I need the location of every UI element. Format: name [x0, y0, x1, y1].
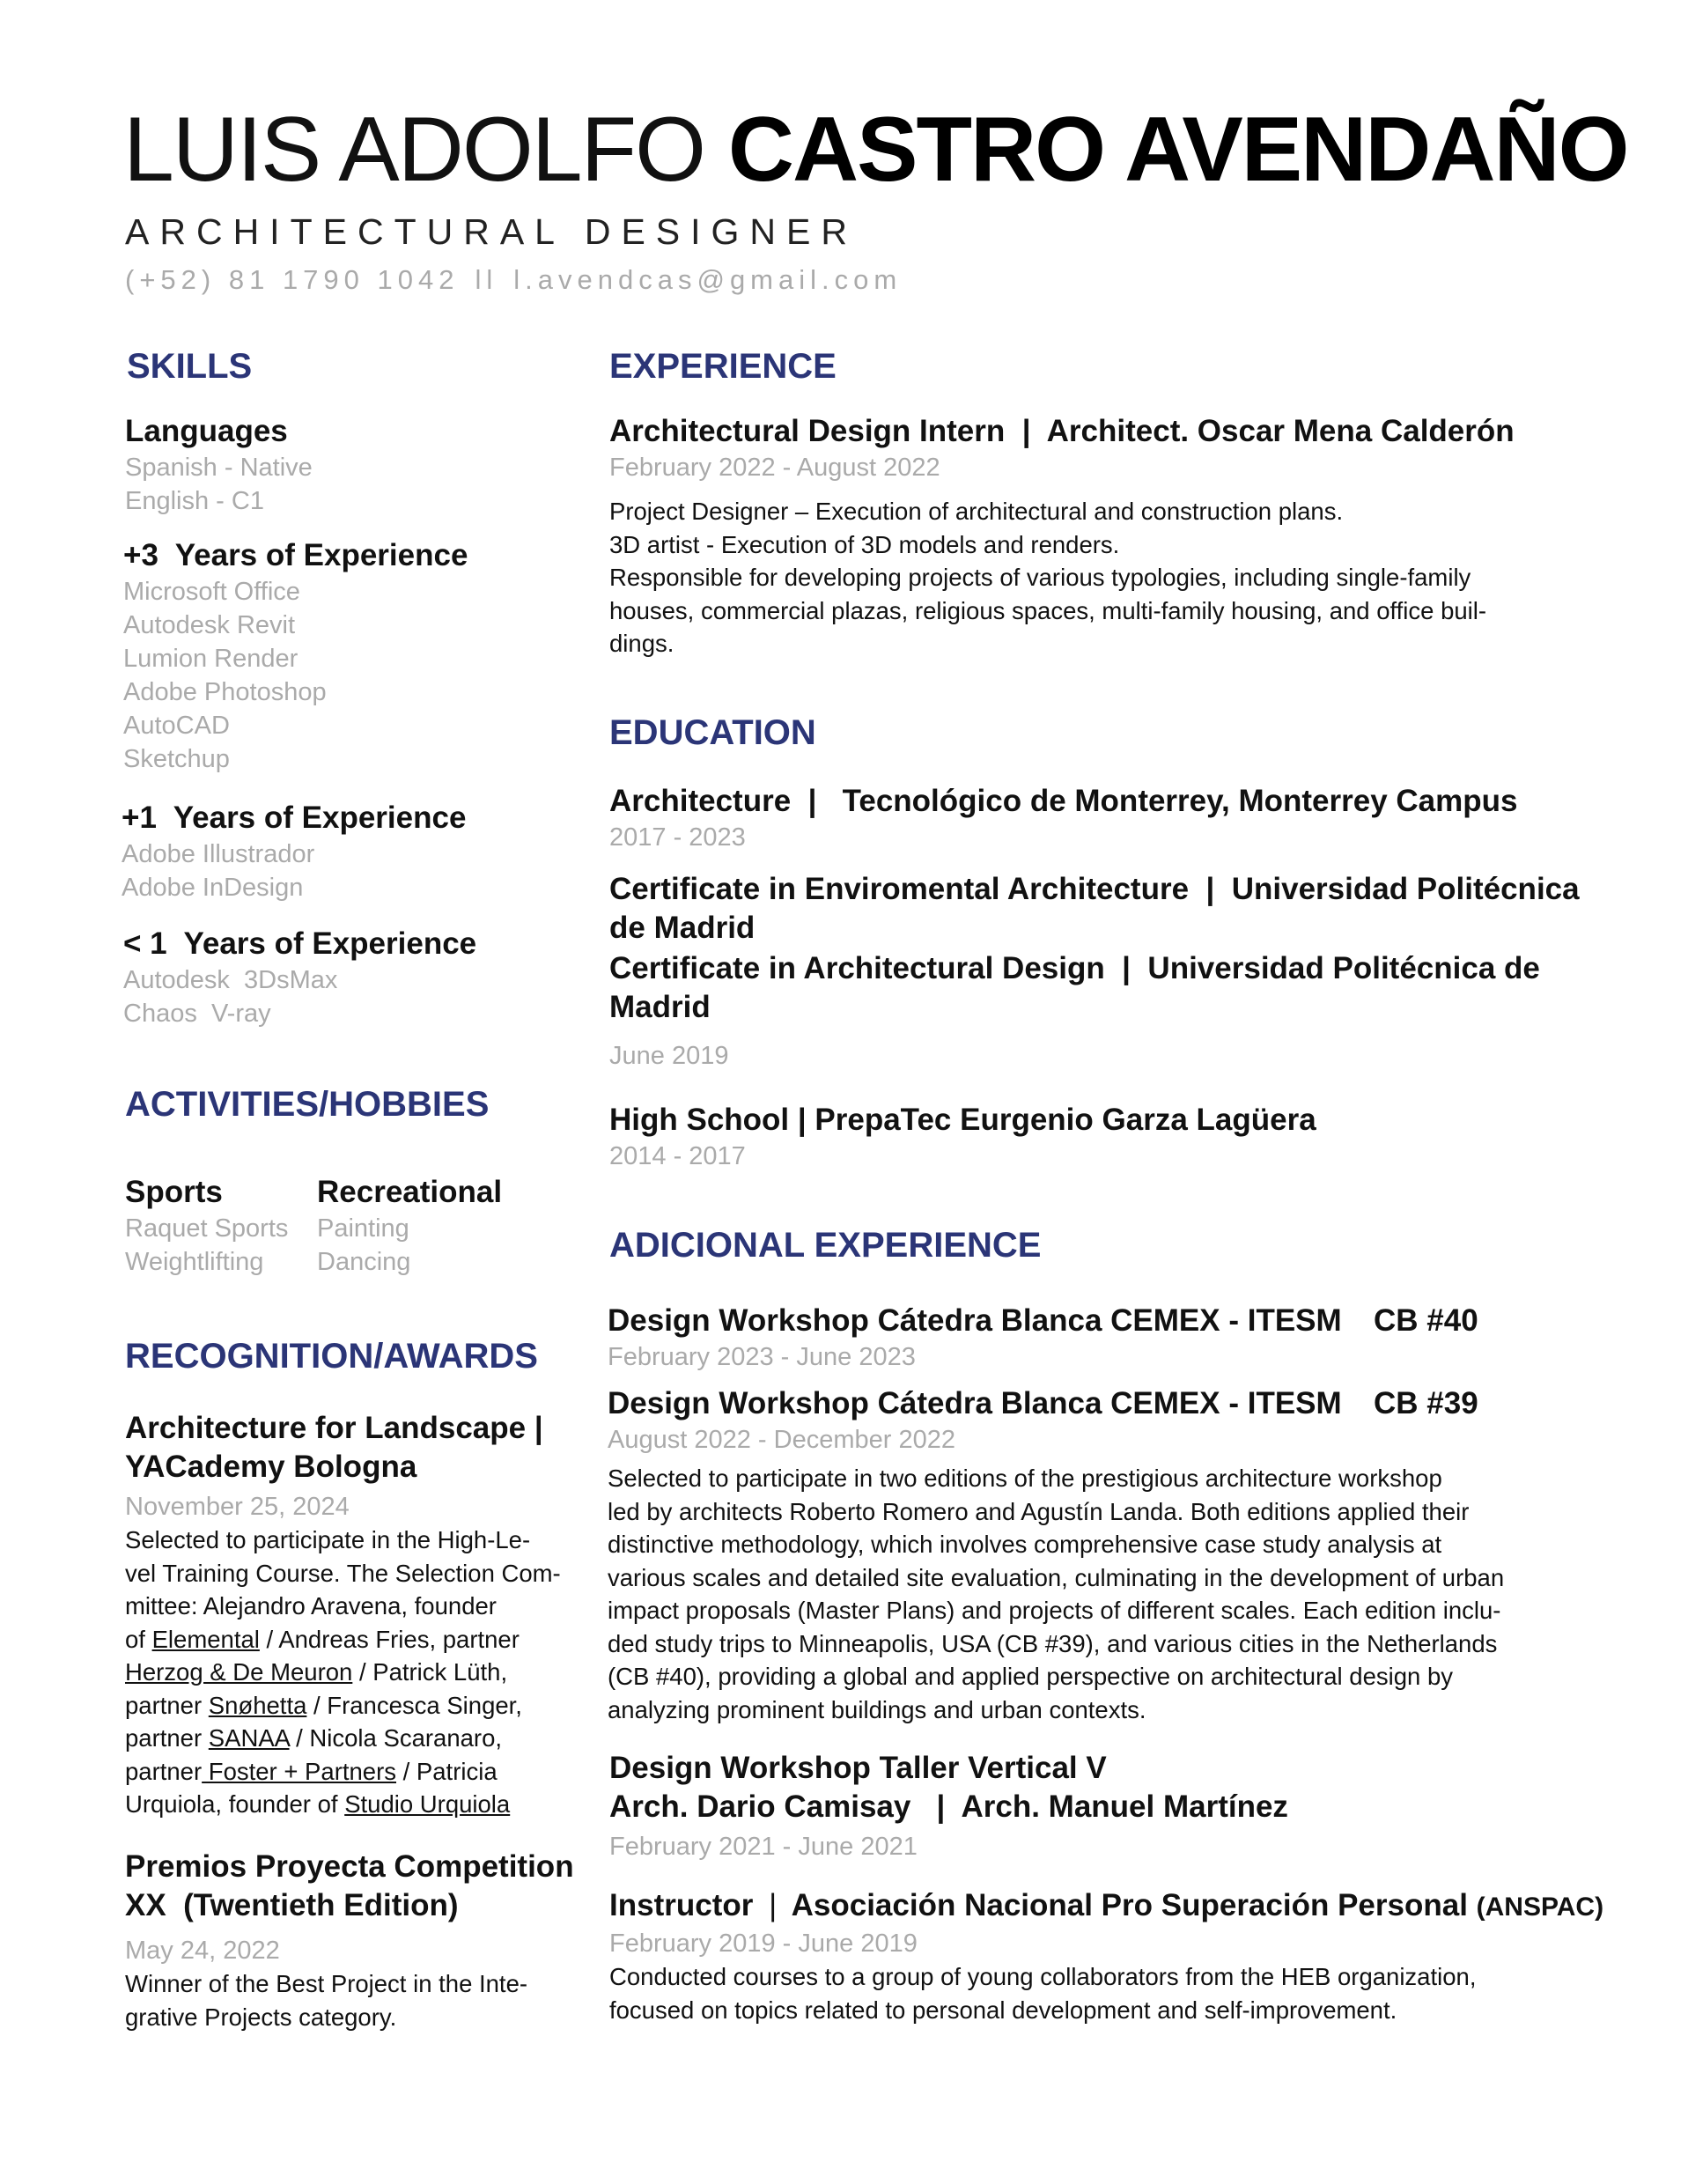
awards-heading: RECOGNITION/AWARDS — [125, 1337, 538, 1376]
education-date: June 2019 — [609, 1042, 729, 1070]
text: / Patrick Lüth, — [352, 1658, 508, 1686]
link-sanaa[interactable]: SANAA — [208, 1724, 290, 1752]
phone: (+52) 81 1790 1042 — [125, 264, 460, 295]
desc-line: 3D artist - Execution of 3D models and renders. — [609, 530, 1120, 558]
desc-line — [125, 1623, 583, 1656]
education-date: 2014 - 2017 — [609, 1142, 746, 1170]
text: partner — [125, 1757, 203, 1785]
skill-item: Autodesk 3DsMax — [123, 966, 338, 994]
workshop-title: Arch. Dario Camisay | Arch. Manuel Martínez — [609, 1789, 1288, 1824]
skill-item: Lumion Render — [123, 645, 299, 673]
instructor-org-acronym: (ANSPAC) — [1476, 1893, 1604, 1922]
activities-column-title: Recreational — [317, 1175, 503, 1209]
candidate-name — [123, 99, 1628, 201]
desc-line: dings. — [609, 630, 674, 657]
desc-line: Conducted courses to a group of young collaborators from the HEB organization, — [609, 1963, 1477, 1990]
skills-group-title: +3 Years of Experience — [123, 538, 468, 572]
skills-group-3-years — [123, 536, 468, 776]
award-date: May 24, 2022 — [125, 1937, 280, 1965]
education-title: de Madrid — [609, 911, 756, 945]
link-foster-partners[interactable]: Foster + Partners — [202, 1757, 396, 1785]
desc-line: mittee: Alejandro Aravena, founder — [125, 1592, 497, 1620]
instructor-role: Instructor — [609, 1888, 754, 1922]
experience-heading: EXPERIENCE — [609, 347, 837, 386]
skill-item: Sketchup — [123, 745, 230, 773]
workshop-title: Design Workshop Taller Vertical V — [609, 1751, 1107, 1785]
award-title: YACademy Bologna — [125, 1450, 417, 1484]
desc-line: analyzing prominent buildings and urban contexts. — [608, 1695, 1146, 1723]
education-heading: EDUCATION — [609, 713, 816, 752]
link-herzog-de-meuron[interactable]: Herzog & De Meuron — [125, 1658, 353, 1686]
skill-item: Adobe Photoshop — [123, 678, 327, 706]
workshop-date: February 2021 - June 2021 — [609, 1833, 918, 1861]
desc-line: vel Training Course. The Selection Com- — [125, 1559, 561, 1587]
text: Urquiola, founder of — [125, 1790, 345, 1818]
desc-line: led by architects Roberto Romero and Agustín Landa. Both editions applied their — [608, 1497, 1470, 1525]
award-title: Premios Proyecta Competition — [125, 1849, 574, 1884]
text: partner — [125, 1691, 209, 1719]
activities-heading: ACTIVITIES/HOBBIES — [125, 1085, 490, 1124]
skills-group-title: +1 Years of Experience — [122, 801, 467, 835]
first-name: LUIS ADOLFO — [123, 99, 704, 201]
skills-group-1-year — [122, 799, 466, 904]
desc-line — [125, 1755, 583, 1789]
award-description — [125, 1967, 601, 2033]
education-title: Certificate in Enviromental Architecture | Universidad Politécnica — [609, 872, 1580, 906]
instructor-description — [609, 1960, 1666, 2026]
education-title: Certificate in Architectural Design | Universidad Politécnica de — [609, 951, 1540, 985]
instructor-date: February 2019 - June 2019 — [609, 1929, 918, 1958]
skill-item: English - C1 — [125, 487, 264, 515]
skill-item: Adobe InDesign — [122, 874, 304, 902]
activities-sports — [125, 1173, 288, 1279]
workshop-taller-vertical — [609, 1749, 1622, 1863]
workshop-title: Design Workshop Cátedra Blanca CEMEX - ITESM — [608, 1303, 1342, 1338]
education-date: 2017 - 2023 — [609, 823, 746, 852]
desc-line: various scales and detailed site evaluation, culminating in the development of urban — [608, 1563, 1505, 1591]
activity-item: Raquet Sports — [125, 1214, 289, 1243]
award-date: November 25, 2024 — [125, 1493, 350, 1521]
education-certificates — [609, 870, 1622, 1073]
last-name: CASTRO AVENDAÑO — [727, 99, 1628, 201]
activity-item: Weightlifting — [125, 1248, 264, 1276]
email: l.avendcas@gmail.com — [513, 264, 903, 295]
text: / Francesca Singer, — [306, 1691, 522, 1719]
skill-item: Spanish - Native — [125, 454, 313, 482]
additional-heading: ADICIONAL EXPERIENCE — [609, 1226, 1042, 1265]
desc-line: Project Designer – Execution of architectural and construction plans. — [609, 498, 1344, 525]
award-item — [125, 1409, 583, 1821]
desc-line: houses, commercial plazas, religious spaces, multi-family housing, and office buil- — [609, 596, 1487, 624]
desc-line: Selected to participate in the High-Le- — [125, 1526, 531, 1553]
education-title: Architecture | Tecnológico de Monterrey, Monterrey Campus — [609, 784, 1518, 818]
skill-item: Autodesk Revit — [123, 611, 296, 639]
workshop-cb39 — [608, 1384, 1620, 1726]
education-title: High School | PrepaTec Eurgenio Garza Lagüera — [609, 1103, 1316, 1137]
desc-line: Responsible for developing projects of various typologies, including single-family — [609, 564, 1471, 591]
skill-item: Microsoft Office — [123, 578, 300, 606]
title-separator: | — [769, 1888, 778, 1922]
text: of — [125, 1625, 152, 1653]
workshop-title: Design Workshop Cátedra Blanca CEMEX - ITESM — [608, 1386, 1342, 1420]
activities-recreational — [317, 1173, 502, 1279]
text: / Patricia — [396, 1757, 498, 1785]
education-title: Madrid — [609, 990, 711, 1024]
workshop-title-row — [608, 1384, 1620, 1423]
text: partner — [125, 1724, 209, 1752]
instructor-item — [609, 1886, 1666, 2026]
experience-description — [609, 495, 1578, 660]
workshop-date: August 2022 - December 2022 — [608, 1426, 955, 1454]
workshop-code: CB #40 — [1374, 1303, 1478, 1338]
desc-line — [125, 1722, 583, 1755]
skill-item: Adobe Illustrador — [122, 840, 315, 868]
link-snohetta[interactable]: Snøhetta — [208, 1691, 307, 1719]
text: / Andreas Fries, partner — [259, 1625, 520, 1653]
award-title: XX (Twentieth Edition) — [125, 1888, 459, 1922]
desc-line: ded study trips to Minneapolis, USA (CB #39), and various cities in the Netherlands — [608, 1629, 1498, 1657]
experience-item — [609, 412, 1578, 660]
skills-group-languages — [125, 412, 313, 518]
skills-group-title: < 1 Years of Experience — [123, 926, 477, 961]
link-elemental[interactable]: Elemental — [151, 1625, 260, 1653]
instructor-organization: Asociación Nacional Pro Superación Personal — [791, 1888, 1468, 1922]
desc-line — [125, 1689, 583, 1723]
desc-line: (CB #40), providing a global and applied perspective on architectural design by — [608, 1663, 1454, 1690]
desc-line: focused on topics related to personal development and self-improvement. — [609, 1996, 1397, 2024]
award-description — [125, 1524, 583, 1821]
activity-item: Painting — [317, 1214, 409, 1243]
desc-line: distinctive methodology, which involves comprehensive case study analysis at — [608, 1531, 1442, 1558]
activity-item: Dancing — [317, 1248, 411, 1276]
skills-group-less-1-year — [123, 925, 476, 1030]
skills-group-title: Languages — [125, 414, 288, 448]
link-studio-urquiola[interactable]: Studio Urquiola — [344, 1790, 511, 1818]
skill-item: AutoCAD — [123, 712, 230, 740]
workshop-title-row — [608, 1302, 1620, 1340]
contact-separator: ll — [475, 264, 498, 295]
instructor-title — [609, 1886, 1666, 1927]
award-title: Architecture for Landscape | — [125, 1411, 543, 1445]
experience-date: February 2022 - August 2022 — [609, 454, 940, 482]
desc-line: grative Projects category. — [125, 2003, 397, 2031]
contact-line — [125, 264, 902, 296]
workshop-date: February 2023 - June 2023 — [608, 1343, 916, 1371]
desc-line — [125, 1788, 583, 1821]
job-title: ARCHITECTURAL DESIGNER — [125, 211, 858, 252]
workshop-description — [608, 1462, 1620, 1726]
workshop-code: CB #39 — [1374, 1386, 1478, 1420]
desc-line — [125, 1656, 583, 1689]
skills-heading: SKILLS — [127, 347, 253, 386]
desc-line: Selected to participate in two editions of the prestigious architecture workshop — [608, 1465, 1442, 1492]
experience-title: Architectural Design Intern | Architect. Oscar Mena Calderón — [609, 414, 1515, 448]
education-high-school — [609, 1101, 1622, 1173]
education-architecture — [609, 782, 1622, 854]
award-item — [125, 1848, 601, 2033]
desc-line: impact proposals (Master Plans) and projects of different scales. Each edition inclu- — [608, 1597, 1501, 1624]
desc-line: Winner of the Best Project in the Inte- — [125, 1970, 528, 1997]
text: / Nicola Scaranaro, — [289, 1724, 502, 1752]
activities-column-title: Sports — [125, 1175, 223, 1209]
skill-item: Chaos V-ray — [123, 1000, 271, 1028]
workshop-cb40 — [608, 1302, 1620, 1374]
